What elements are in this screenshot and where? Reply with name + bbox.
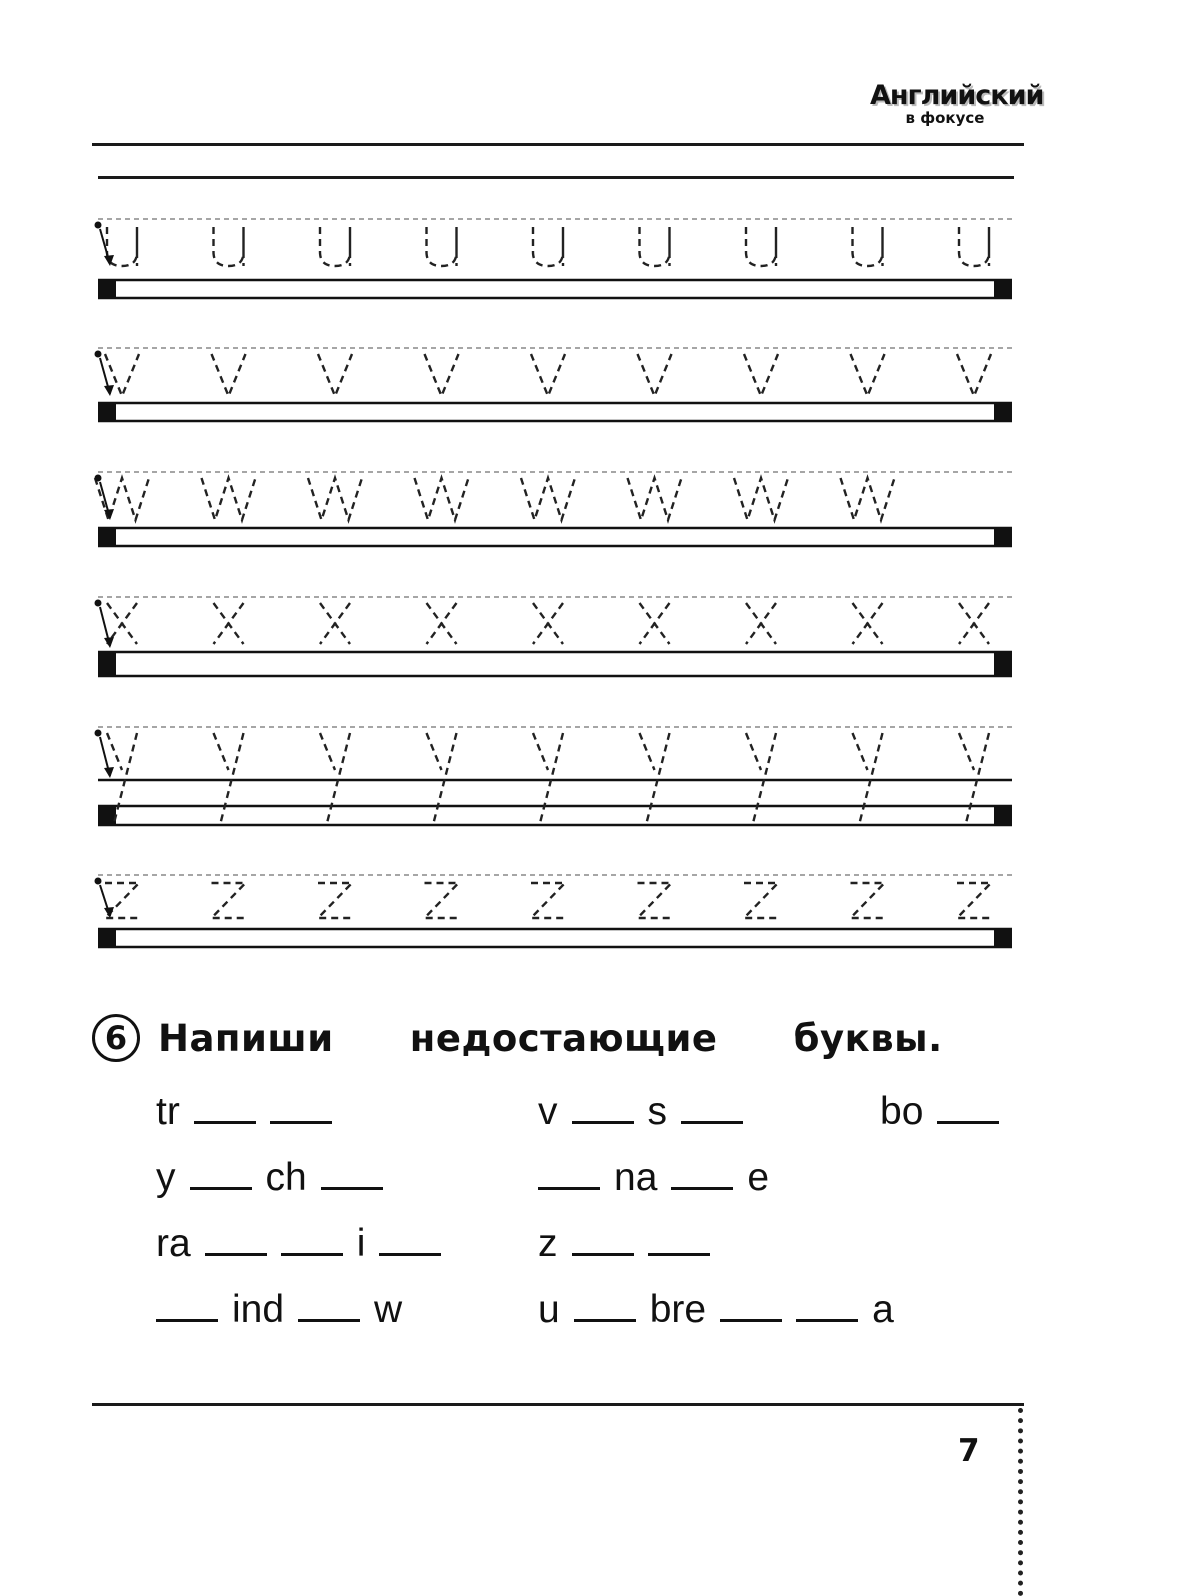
missing-letter-blank[interactable] xyxy=(796,1319,858,1322)
missing-letter-blank[interactable] xyxy=(379,1253,441,1256)
dashed-letter xyxy=(638,354,672,396)
dashed-letter xyxy=(318,354,352,396)
dashed-letter xyxy=(308,478,362,520)
word-task xyxy=(538,1288,894,1332)
word-task xyxy=(156,1090,332,1134)
dashed-letter xyxy=(521,478,575,520)
missing-letter-blank[interactable] xyxy=(281,1253,343,1256)
dashed-letter xyxy=(959,227,989,266)
rule-end-square xyxy=(994,527,1012,547)
word-fragment: ch xyxy=(265,1156,307,1199)
cut-line xyxy=(1018,1408,1023,1596)
dashed-letter xyxy=(202,478,256,520)
arrow-head xyxy=(104,637,114,648)
word-fragment: u xyxy=(538,1288,560,1331)
dashed-letter xyxy=(640,227,670,266)
word-fragment: bo xyxy=(880,1090,924,1133)
missing-letter-blank[interactable] xyxy=(194,1121,256,1124)
dashed-letter xyxy=(628,478,682,520)
exercise-heading xyxy=(92,1010,943,1066)
missing-letter-blank[interactable] xyxy=(205,1253,267,1256)
dashed-letter xyxy=(744,883,778,918)
dashed-letter xyxy=(415,478,469,520)
missing-letter-blank[interactable] xyxy=(190,1187,252,1190)
missing-letter-blank[interactable] xyxy=(937,1121,999,1124)
word-task xyxy=(538,1156,769,1200)
dashed-letter xyxy=(853,733,883,823)
missing-letter-blank[interactable] xyxy=(270,1121,332,1124)
dashed-letter xyxy=(957,354,991,396)
dashed-letter xyxy=(427,227,457,266)
dashed-letter xyxy=(533,227,563,266)
start-dot xyxy=(95,878,102,885)
word-fragment: w xyxy=(374,1288,403,1331)
missing-letter-blank[interactable] xyxy=(574,1319,636,1322)
dashed-letter xyxy=(957,883,991,918)
word-fragment: i xyxy=(356,1222,366,1265)
rule-end-square xyxy=(994,651,1012,677)
dashed-letter xyxy=(744,354,778,396)
dashed-letter xyxy=(318,883,352,918)
exercise-number: 6 xyxy=(92,1014,140,1062)
rule-end-square xyxy=(994,279,1012,299)
dashed-letter xyxy=(531,354,565,396)
logo-subtitle: в фокусе xyxy=(905,109,985,127)
rule-end-square xyxy=(994,805,1012,826)
dashed-letter xyxy=(959,733,989,823)
dashed-letter xyxy=(851,883,885,918)
dashed-letter xyxy=(320,227,350,266)
start-dot xyxy=(95,730,102,737)
word-fragment: ra xyxy=(156,1222,191,1265)
start-dot xyxy=(95,600,102,607)
rule-end-square xyxy=(98,279,116,299)
dashed-letter xyxy=(425,883,459,918)
rule-end-square xyxy=(98,527,116,547)
arrow-head xyxy=(104,907,114,918)
footer-rule xyxy=(92,1403,1024,1406)
dashed-letter xyxy=(746,227,776,266)
missing-letter-blank[interactable] xyxy=(671,1187,733,1190)
dashed-letter xyxy=(853,227,883,266)
dashed-letter xyxy=(734,478,788,520)
arrow-head xyxy=(104,385,114,396)
word-fragment: v xyxy=(538,1090,558,1133)
word-fragment: z xyxy=(538,1222,558,1265)
rule-end-square xyxy=(994,928,1012,948)
dashed-letter xyxy=(320,733,350,823)
start-dot xyxy=(95,475,102,482)
dashed-letter xyxy=(851,354,885,396)
dashed-letter xyxy=(959,603,989,644)
missing-letter-blank[interactable] xyxy=(538,1187,600,1190)
rule-end-square xyxy=(98,928,116,948)
dashed-letter xyxy=(427,603,457,644)
word-fragment: s xyxy=(647,1090,667,1133)
dashed-letter xyxy=(214,227,244,266)
word-fragment: tr xyxy=(156,1090,180,1133)
dashed-letter xyxy=(746,733,776,823)
logo-title: Английский xyxy=(870,80,1044,111)
missing-letter-blank[interactable] xyxy=(156,1319,218,1322)
word-task xyxy=(156,1222,441,1266)
rule-end-square xyxy=(98,651,116,677)
dashed-letter xyxy=(746,603,776,644)
word-task xyxy=(538,1222,710,1266)
word-fragment: y xyxy=(156,1156,176,1199)
word-task xyxy=(156,1156,383,1200)
missing-letter-blank[interactable] xyxy=(681,1121,743,1124)
missing-letter-blank[interactable] xyxy=(720,1319,782,1322)
arrow-head xyxy=(104,767,114,778)
word-fragment: ind xyxy=(232,1288,285,1331)
word-fragment: e xyxy=(747,1156,770,1199)
word-fragment: a xyxy=(872,1288,894,1331)
word-task xyxy=(880,1090,999,1134)
missing-letter-blank[interactable] xyxy=(321,1187,383,1190)
dashed-letter xyxy=(531,883,565,918)
dashed-letter xyxy=(214,733,244,823)
dashed-letter xyxy=(425,354,459,396)
dashed-letter xyxy=(212,883,246,918)
page-number: 7 xyxy=(958,1433,980,1469)
rule-end-square xyxy=(98,805,116,826)
dashed-letter xyxy=(533,603,563,644)
dashed-letter xyxy=(853,603,883,644)
dashed-letter xyxy=(841,478,895,520)
missing-letter-blank[interactable] xyxy=(298,1319,360,1322)
rule-end-square xyxy=(98,402,116,422)
dashed-letter xyxy=(427,733,457,823)
dashed-letter xyxy=(214,603,244,644)
rule-end-square xyxy=(994,402,1012,422)
word-task xyxy=(156,1288,402,1332)
dashed-letter xyxy=(638,883,672,918)
exercise-title: Напиши недостающие буквы. xyxy=(158,1016,943,1060)
dashed-letter xyxy=(212,354,246,396)
dashed-letter xyxy=(640,733,670,823)
missing-letter-blank[interactable] xyxy=(572,1253,634,1256)
word-fragment: bre xyxy=(649,1288,707,1331)
start-dot xyxy=(95,351,102,358)
dashed-letter xyxy=(95,478,149,520)
word-task xyxy=(538,1090,743,1134)
missing-letter-blank[interactable] xyxy=(572,1121,634,1124)
missing-letter-blank[interactable] xyxy=(648,1253,710,1256)
dashed-letter xyxy=(640,603,670,644)
word-fragment: na xyxy=(614,1156,658,1199)
start-dot xyxy=(95,222,102,229)
dashed-letter xyxy=(320,603,350,644)
dashed-letter xyxy=(533,733,563,823)
